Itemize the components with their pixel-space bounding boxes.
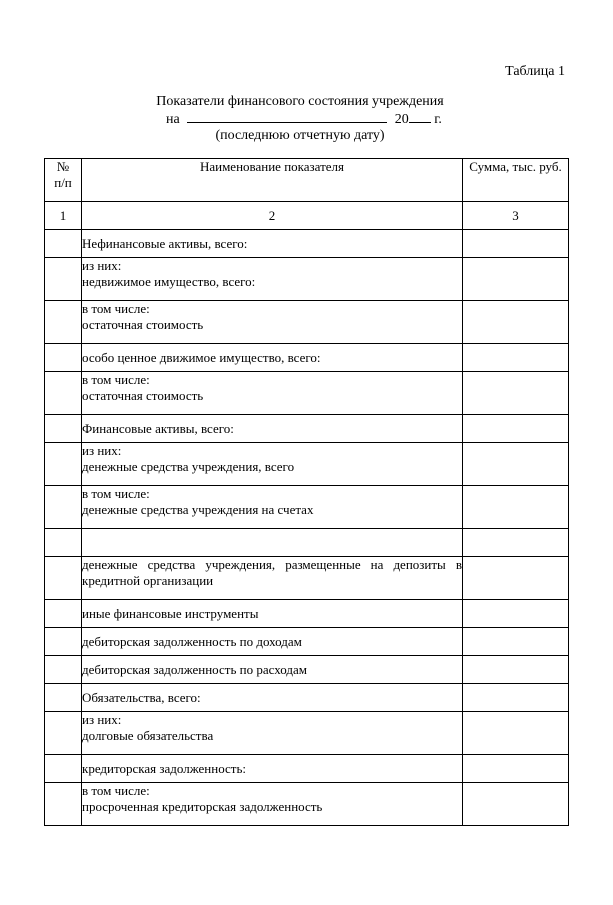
header-sum: Сумма, тыс. руб. <box>463 159 569 202</box>
indicator-name-line: из них: <box>82 258 122 273</box>
row-number-cell[interactable] <box>45 684 82 712</box>
header-number-line2: п/п <box>54 175 72 190</box>
amount-cell[interactable] <box>463 684 569 712</box>
amount-cell[interactable] <box>463 344 569 372</box>
indicator-name-line: долговые обязательства <box>82 728 214 743</box>
heading-title: Показатели финансового состояния учреждения <box>156 94 444 109</box>
table-row <box>45 684 569 712</box>
indicator-name-line: денежные средства учреждения, размещенные на депозиты в кредитной организации <box>82 557 462 588</box>
indicator-name-cell <box>82 557 463 600</box>
indicator-name-cell <box>82 755 463 783</box>
table-row <box>45 372 569 415</box>
row-number-cell[interactable] <box>45 258 82 301</box>
indicator-name-line: остаточная стоимость <box>82 388 204 403</box>
amount-cell[interactable] <box>463 415 569 443</box>
indicator-name-line: остаточная стоимость <box>82 317 204 332</box>
amount-cell[interactable] <box>463 557 569 600</box>
column-index-cell: 1 <box>45 202 82 230</box>
row-number-cell[interactable] <box>45 415 82 443</box>
indicator-name-line: дебиторская задолженность по доходам <box>82 633 302 649</box>
amount-cell[interactable] <box>463 712 569 755</box>
indicator-name-line: недвижимое имущество, всего: <box>82 274 256 289</box>
table-header-row <box>45 159 569 202</box>
year-suffix: г. <box>434 112 442 127</box>
row-number-cell[interactable] <box>45 783 82 826</box>
table-row <box>45 529 569 557</box>
table-row <box>45 258 569 301</box>
indicator-name-line: Финансовые активы, всего: <box>82 420 234 436</box>
table-row <box>45 656 569 684</box>
indicator-name-line: в том числе: <box>82 783 150 798</box>
table-row <box>45 301 569 344</box>
row-number-cell[interactable] <box>45 600 82 628</box>
table-caption: Таблица 1 <box>505 64 565 79</box>
table-body <box>45 202 569 826</box>
table-row <box>45 712 569 755</box>
row-number-cell[interactable] <box>45 557 82 600</box>
header-number-line1: № <box>56 159 70 174</box>
indicator-name-line: дебиторская задолженность по расходам <box>82 661 307 677</box>
indicator-name-cell <box>82 600 463 628</box>
year-blank <box>409 110 431 123</box>
row-number-cell[interactable] <box>45 443 82 486</box>
indicator-name-line: особо ценное движимое имущество, всего: <box>82 349 321 365</box>
indicator-name-cell <box>82 344 463 372</box>
indicator-name-line: из них: <box>82 443 122 458</box>
indicator-name-cell <box>82 529 463 557</box>
table-row <box>45 783 569 826</box>
amount-cell[interactable] <box>463 656 569 684</box>
indicator-name-cell <box>82 628 463 656</box>
indicator-name-line: просроченная кредиторская задолженность <box>82 799 323 814</box>
amount-cell[interactable] <box>463 230 569 258</box>
amount-cell[interactable] <box>463 443 569 486</box>
row-number-cell[interactable] <box>45 755 82 783</box>
indicator-name-line: в том числе: <box>82 372 150 387</box>
indicator-name-cell <box>82 301 463 344</box>
column-index-cell: 2 <box>82 202 463 230</box>
row-number-cell[interactable] <box>45 529 82 557</box>
amount-cell[interactable] <box>463 628 569 656</box>
row-number-cell[interactable] <box>45 628 82 656</box>
amount-cell[interactable] <box>463 755 569 783</box>
column-index-cell: 3 <box>463 202 569 230</box>
row-number-cell[interactable] <box>45 656 82 684</box>
indicator-name-line: Обязательства, всего: <box>82 689 201 705</box>
indicator-name-line: в том числе: <box>82 301 150 316</box>
amount-cell[interactable] <box>463 486 569 529</box>
indicators-table <box>44 158 569 826</box>
table-row <box>45 557 569 600</box>
heading-date-note: (последнюю отчетную дату) <box>215 128 385 143</box>
indicator-name-cell <box>82 486 463 529</box>
row-number-cell[interactable] <box>45 301 82 344</box>
document-heading <box>0 94 600 144</box>
indicator-name-cell <box>82 230 463 258</box>
indicator-name-line: из них: <box>82 712 122 727</box>
row-number-cell[interactable] <box>45 230 82 258</box>
amount-cell[interactable] <box>463 372 569 415</box>
indicator-name-line: денежные средства учреждения, всего <box>82 459 295 474</box>
indicator-name-cell <box>82 443 463 486</box>
amount-cell[interactable] <box>463 301 569 344</box>
amount-cell[interactable] <box>463 600 569 628</box>
heading-date-line <box>0 110 600 128</box>
indicator-name-line: иные финансовые инструменты <box>82 605 259 621</box>
table-row <box>45 628 569 656</box>
row-number-cell[interactable] <box>45 372 82 415</box>
table-row <box>45 415 569 443</box>
indicator-name-line: денежные средства учреждения на счетах <box>82 502 314 517</box>
date-blank <box>187 110 387 123</box>
header-number <box>45 159 82 202</box>
year-prefix: 20 <box>394 112 409 127</box>
row-number-cell[interactable] <box>45 344 82 372</box>
indicator-name-cell <box>82 415 463 443</box>
indicator-name-line: в том числе: <box>82 486 150 501</box>
indicator-name-cell <box>82 656 463 684</box>
amount-cell[interactable] <box>463 783 569 826</box>
column-index-row <box>45 202 569 230</box>
indicator-name-cell <box>82 684 463 712</box>
header-name: Наименование показателя <box>82 159 463 202</box>
indicator-name-cell <box>82 258 463 301</box>
table-row <box>45 486 569 529</box>
indicator-name-cell <box>82 712 463 755</box>
indicator-name-line: кредиторская задолженность: <box>82 760 247 776</box>
row-number-cell[interactable] <box>45 712 82 755</box>
table-row <box>45 600 569 628</box>
indicator-name-cell <box>82 372 463 415</box>
table-row <box>45 443 569 486</box>
table-row <box>45 344 569 372</box>
amount-cell[interactable] <box>463 529 569 557</box>
row-number-cell[interactable] <box>45 486 82 529</box>
indicator-name-line: Нефинансовые активы, всего: <box>82 235 248 251</box>
table-row <box>45 755 569 783</box>
date-prefix: на <box>166 112 180 127</box>
indicator-name-cell <box>82 783 463 826</box>
table-row <box>45 230 569 258</box>
amount-cell[interactable] <box>463 258 569 301</box>
